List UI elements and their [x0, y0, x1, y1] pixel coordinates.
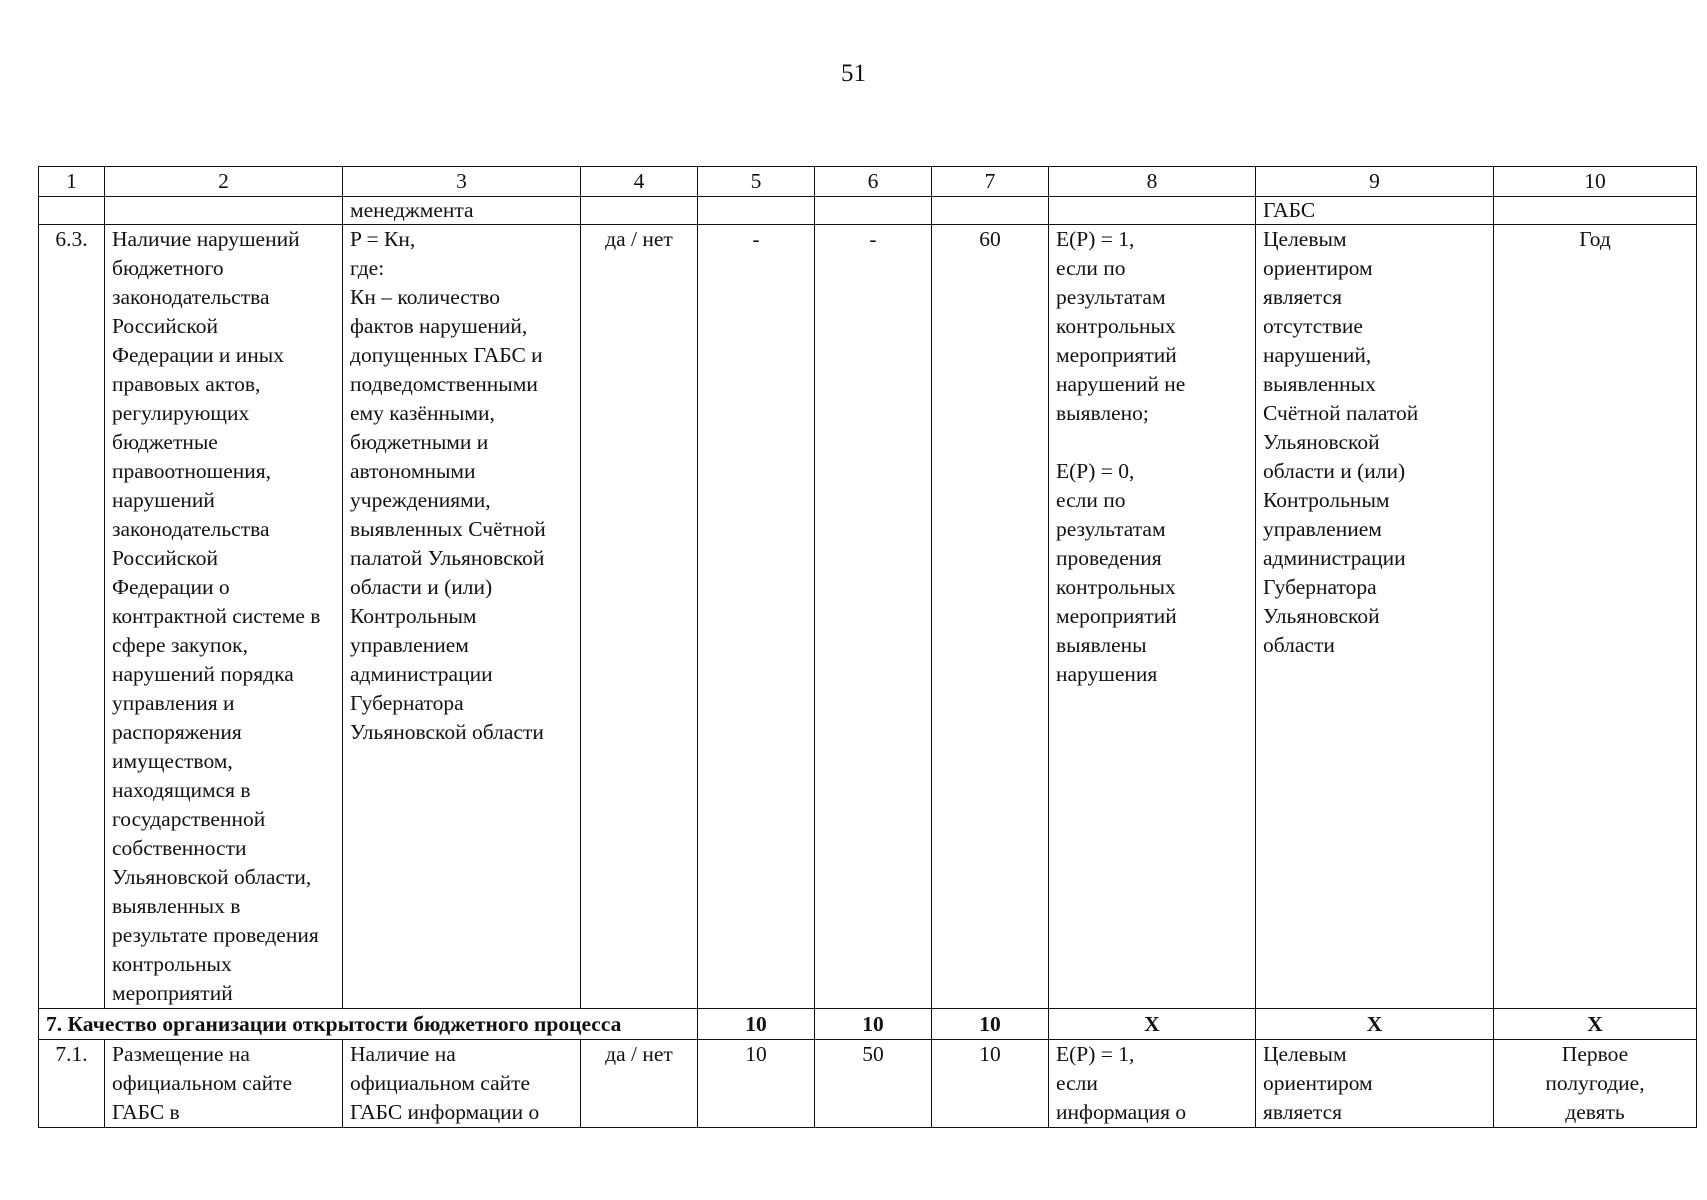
indicator-formula: P = Кн, где: Кн – количество фактов нарушений, допущенных ГАБС и подведомственными ему казёнными, бюджетными и автономными учреждениями, выявленных Счётной палатой Ульяновской области и (или) Контрольным управлением администрации Губернатора Ульяновской области — [343, 225, 581, 1009]
header-cell: 2 — [105, 167, 343, 197]
evaluation-rule: E(P) = 1, если информация о — [1049, 1040, 1256, 1128]
table-cell: 10 — [932, 1009, 1049, 1040]
target-description: Целевым ориентиром является — [1256, 1040, 1494, 1128]
table-row-7-1 — [39, 1040, 1697, 1128]
table-cell: менеджмента — [343, 197, 581, 225]
period-cell: Первое полугодие, девять — [1494, 1040, 1697, 1128]
table-cell: 10 — [698, 1040, 815, 1128]
row-number: 6.3. — [39, 225, 105, 1009]
table-cell: 10 — [698, 1009, 815, 1040]
unit-cell: да / нет — [581, 1040, 698, 1128]
row-number: 7.1. — [39, 1040, 105, 1128]
header-cell: 6 — [815, 167, 932, 197]
table-cell — [932, 197, 1049, 225]
header-cell: 4 — [581, 167, 698, 197]
table-cell — [39, 197, 105, 225]
header-cell: 9 — [1256, 167, 1494, 197]
table-cell: 10 — [815, 1009, 932, 1040]
indicator-name: Наличие нарушений бюджетного законодательства Российской Федерации и иных правовых актов, регулирующих бюджетные правоотношения, нарушений законодательства Российской Федерации о контрактной системе в сфере закупок, нарушений порядка управления и распоряжения имуществом, находящимся в государственной собственности Ульяновской области, выявленных в результате проведения контрольных мероприятий — [105, 225, 343, 1009]
header-cell: 10 — [1494, 167, 1697, 197]
indicators-table — [38, 166, 1697, 1128]
indicator-formula: Наличие на официальном сайте ГАБС информации о — [343, 1040, 581, 1128]
unit-cell: да / нет — [581, 225, 698, 1009]
table-cell — [1049, 197, 1256, 225]
table-cell: 50 — [815, 1040, 932, 1128]
table-cell: ГАБС — [1256, 197, 1494, 225]
continuation-row — [39, 197, 1697, 225]
table-row-6-3 — [39, 225, 1697, 1009]
section-title: 7. Качество организации открытости бюджетного процесса — [39, 1009, 698, 1040]
header-cell: 7 — [932, 167, 1049, 197]
header-cell: 8 — [1049, 167, 1256, 197]
table-cell: X — [1494, 1009, 1697, 1040]
header-cell: 1 — [39, 167, 105, 197]
table-cell — [105, 197, 343, 225]
header-cell: 5 — [698, 167, 815, 197]
table-cell — [1494, 197, 1697, 225]
table-cell: 10 — [932, 1040, 1049, 1128]
table-cell: X — [1256, 1009, 1494, 1040]
period-cell: Год — [1494, 225, 1697, 1009]
table-cell: - — [698, 225, 815, 1009]
indicator-name: Размещение на официальном сайте ГАБС в — [105, 1040, 343, 1128]
evaluation-rule: E(P) = 1, если по результатам контрольных мероприятий нарушений не выявлено; E(P) = 0, если по результатам проведения контрольных мероприятий выявлены нарушения — [1049, 225, 1256, 1009]
table-cell: X — [1049, 1009, 1256, 1040]
table-cell: - — [815, 225, 932, 1009]
table-cell — [581, 197, 698, 225]
table-cell — [698, 197, 815, 225]
column-number-row — [39, 167, 1697, 197]
section-7-row — [39, 1009, 1697, 1040]
header-cell: 3 — [343, 167, 581, 197]
target-description: Целевым ориентиром является отсутствие нарушений, выявленных Счётной палатой Ульяновской области и (или) Контрольным управлением администрации Губернатора Ульяновской области — [1256, 225, 1494, 1009]
table-cell: 60 — [932, 225, 1049, 1009]
table-cell — [815, 197, 932, 225]
page-number: 51 — [841, 60, 866, 87]
